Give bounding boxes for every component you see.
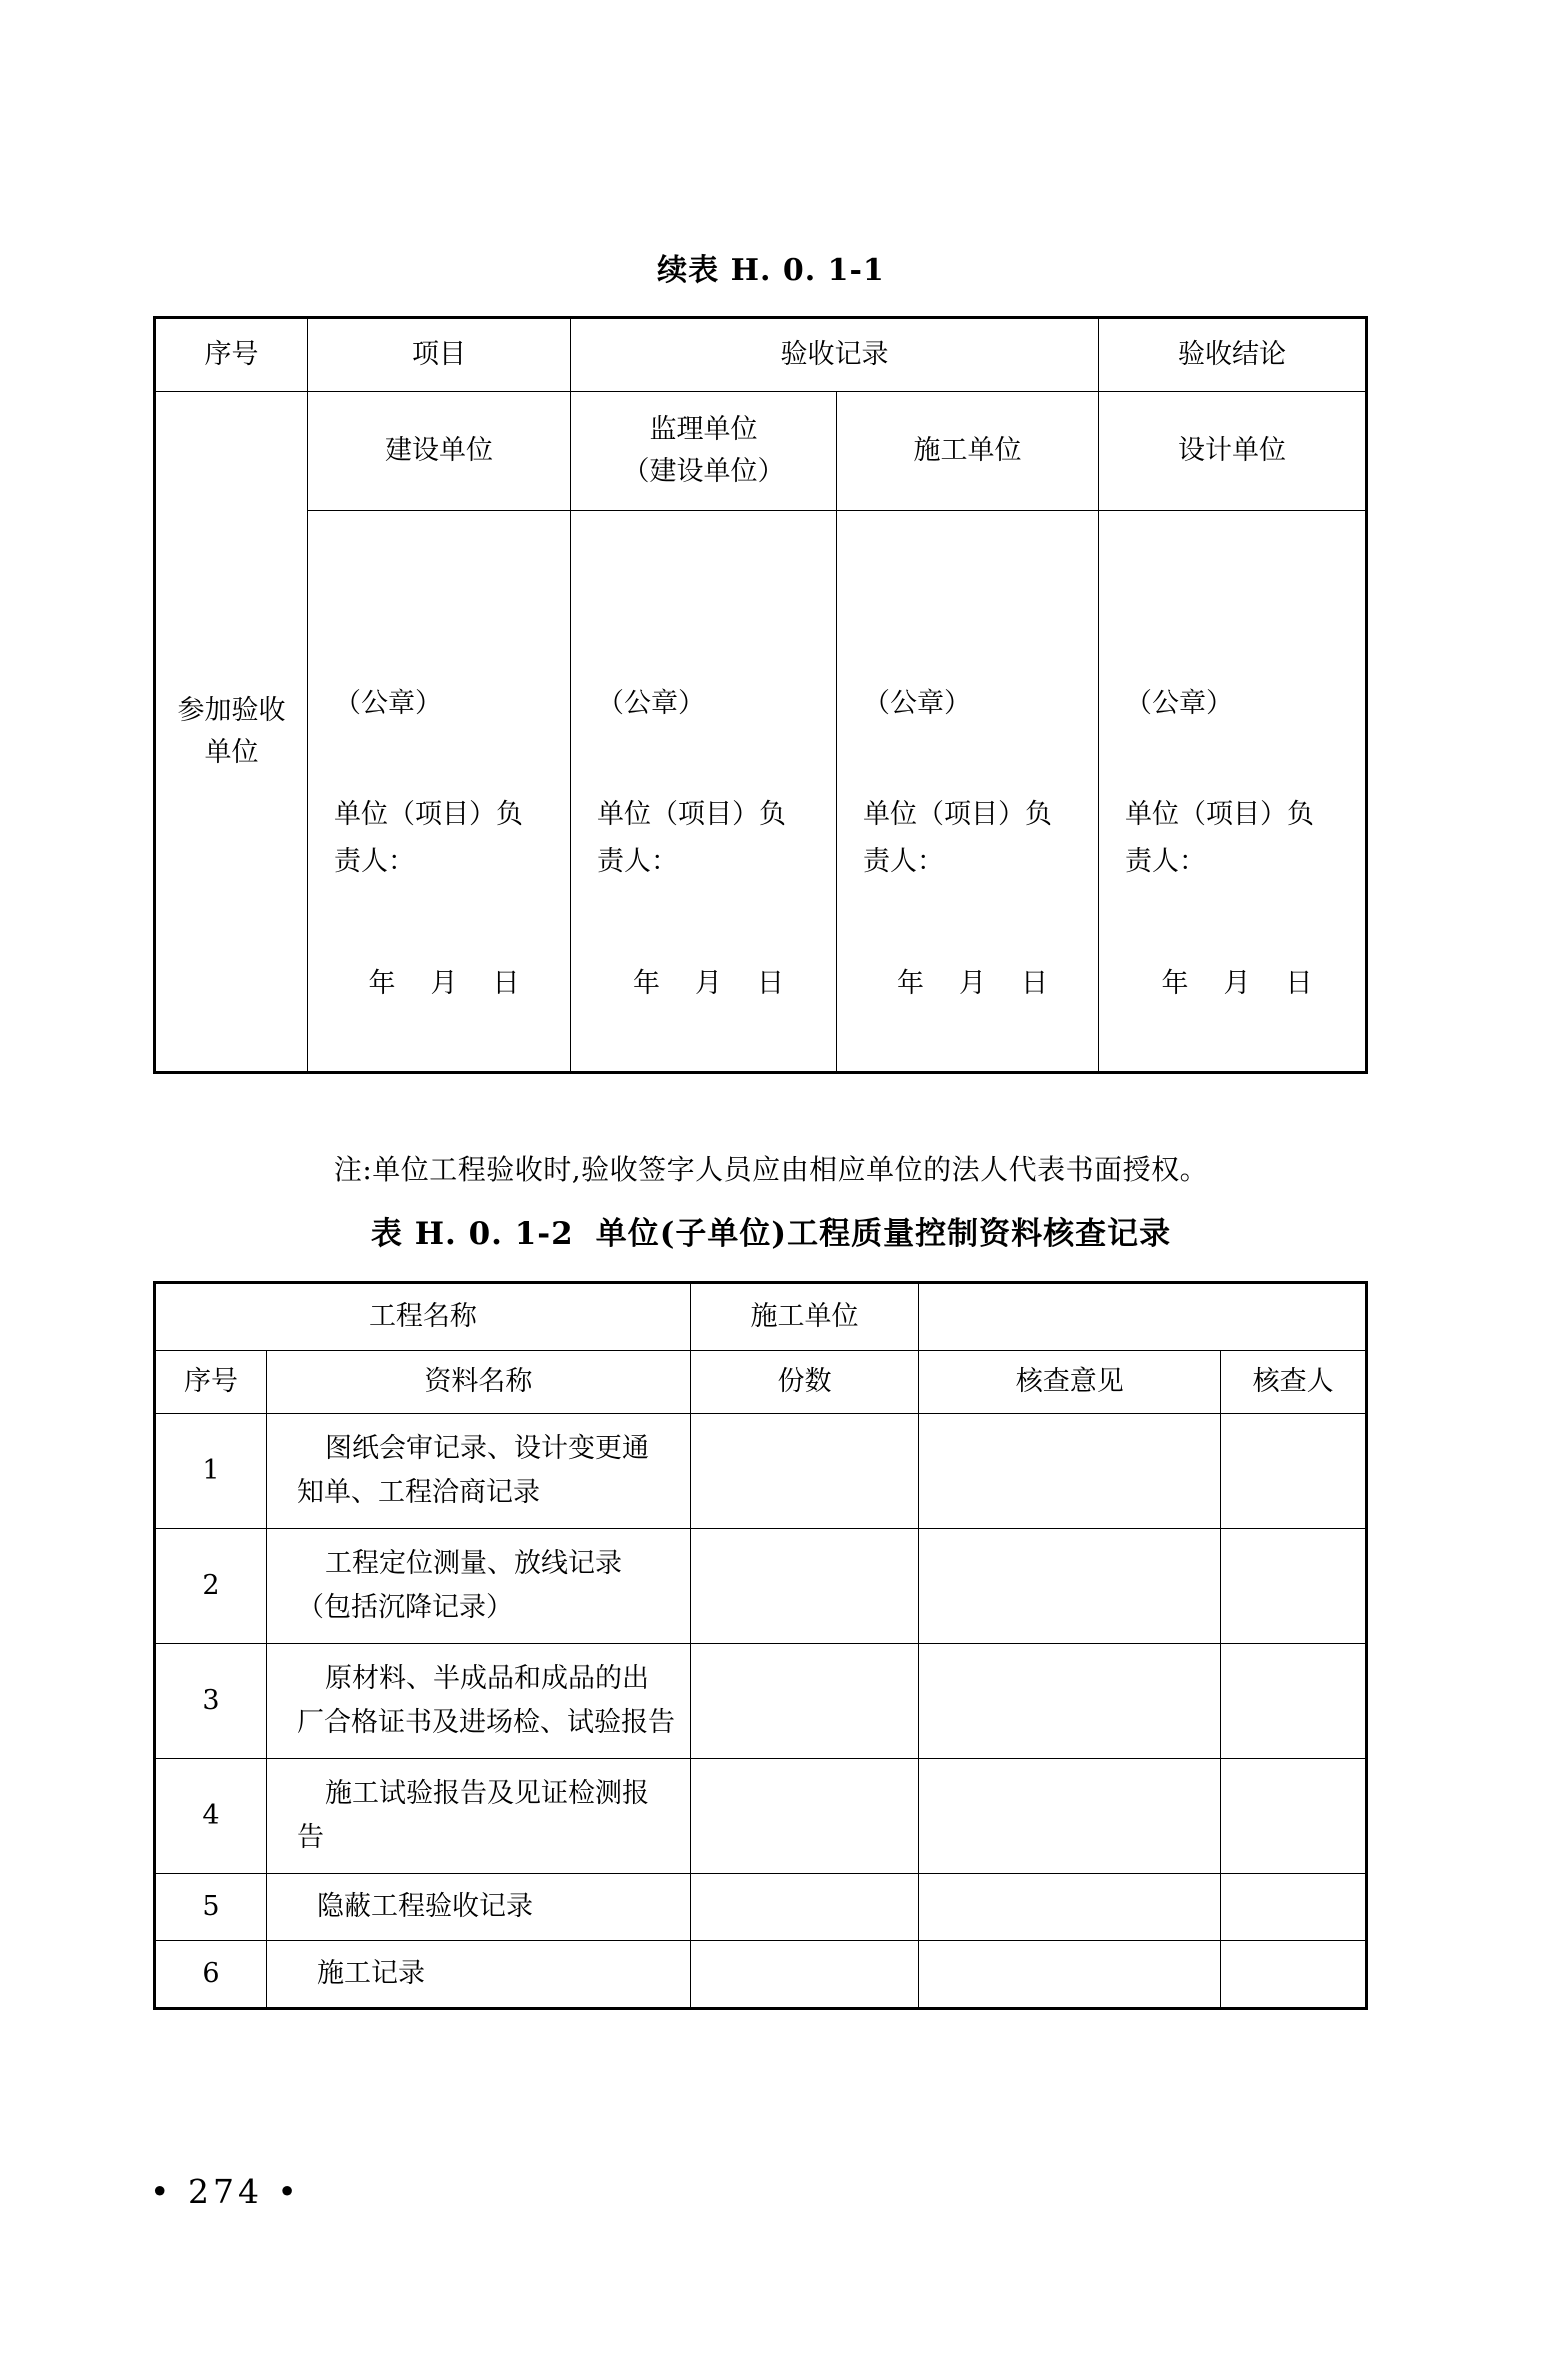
quality-control-data-table — [153, 1281, 1368, 2010]
header-acceptance-conclusion: 验收结论 — [1099, 318, 1367, 392]
cell-opinion[interactable] — [919, 1529, 1221, 1644]
responsible-person-label: 单位（项目）负 责人： — [863, 799, 1052, 878]
date-day-label: 日 — [1021, 968, 1050, 999]
signature-cell-construction-owner[interactable] — [308, 511, 571, 1073]
seal-label: （公章） — [863, 688, 971, 719]
date-fields — [1125, 963, 1351, 1005]
unit-header-designer — [1099, 392, 1367, 511]
cell-checker[interactable] — [1221, 1759, 1367, 1874]
cell-opinion[interactable] — [919, 1759, 1221, 1874]
unit-header-line1: 施工单位 — [913, 435, 1022, 467]
cell-seq: 4 — [155, 1759, 267, 1874]
column-header-seq: 序号 — [155, 1351, 267, 1414]
date-year-label: 年 — [897, 968, 926, 999]
cell-material-name: 图纸会审记录、设计变更通知单、工程洽商记录 — [266, 1414, 690, 1529]
cell-seq: 2 — [155, 1529, 267, 1644]
table-row — [155, 1414, 1367, 1529]
column-header-checker: 核查人 — [1221, 1351, 1367, 1414]
cell-seq: 1 — [155, 1414, 267, 1529]
construction-unit-value[interactable] — [919, 1283, 1367, 1351]
unit-header-supervision — [571, 392, 837, 511]
date-day-label: 日 — [1285, 968, 1315, 999]
row-label-line2: 单位 — [204, 736, 259, 768]
column-header-material-name: 资料名称 — [266, 1351, 690, 1414]
cell-checker[interactable] — [1221, 1529, 1367, 1644]
date-year-label: 年 — [1161, 968, 1191, 999]
column-header-row — [155, 1351, 1367, 1414]
date-month-label: 月 — [959, 968, 988, 999]
cell-material-name: 工程定位测量、放线记录（包括沉降记录） — [266, 1529, 690, 1644]
table-row — [155, 1941, 1367, 2009]
page-number: • 274 • — [150, 2172, 301, 2211]
header-seq: 序号 — [155, 318, 308, 392]
signature-row — [155, 511, 1367, 1073]
quality-table-title-text: 单位(子单位)工程质量控制资料核查记录 — [595, 1216, 1172, 1252]
acceptance-record-table — [153, 316, 1368, 1074]
project-info-row — [155, 1283, 1367, 1351]
responsible-person-label: 单位（项目）负 责人： — [597, 799, 786, 878]
cell-checker[interactable] — [1221, 1874, 1367, 1941]
seal-label: （公章） — [1125, 688, 1233, 719]
date-month-label: 月 — [695, 968, 724, 999]
seal-label: （公章） — [334, 688, 442, 719]
cell-copies[interactable] — [690, 1644, 918, 1759]
date-year-label: 年 — [633, 968, 662, 999]
seal-label: （公章） — [597, 688, 705, 719]
continued-table-title: 续表 H. 0. 1-1 — [657, 253, 885, 288]
table-row — [155, 1529, 1367, 1644]
date-fields — [863, 963, 1084, 1005]
cell-material-name: 隐蔽工程验收记录 — [266, 1874, 690, 1941]
date-fields — [597, 963, 822, 1005]
unit-header-line1: 设计单位 — [1178, 435, 1286, 467]
date-fields — [334, 963, 556, 1005]
column-header-copies: 份数 — [690, 1351, 918, 1414]
header-acceptance-record: 验收记录 — [571, 318, 1099, 392]
table-row — [155, 1874, 1367, 1941]
cell-copies[interactable] — [690, 1414, 918, 1529]
project-name-label: 工程名称 — [155, 1283, 691, 1351]
cell-copies[interactable] — [690, 1941, 918, 2009]
date-month-label: 月 — [430, 968, 460, 999]
quality-table-title-number: 表 H. 0. 1-2 — [370, 1216, 574, 1252]
cell-opinion[interactable] — [919, 1874, 1221, 1941]
cell-checker[interactable] — [1221, 1941, 1367, 2009]
header-item: 项目 — [308, 318, 571, 392]
date-day-label: 日 — [492, 968, 522, 999]
construction-unit-label: 施工单位 — [690, 1283, 918, 1351]
date-year-label: 年 — [368, 968, 398, 999]
table-header-row — [155, 318, 1367, 392]
cell-copies[interactable] — [690, 1759, 918, 1874]
cell-seq: 3 — [155, 1644, 267, 1759]
cell-opinion[interactable] — [919, 1644, 1221, 1759]
unit-header-contractor — [837, 392, 1099, 511]
table-row — [155, 1644, 1367, 1759]
cell-material-name: 施工试验报告及见证检测报告 — [266, 1759, 690, 1874]
cell-opinion[interactable] — [919, 1941, 1221, 2009]
cell-checker[interactable] — [1221, 1644, 1367, 1759]
signature-cell-designer[interactable] — [1099, 511, 1367, 1073]
row-label-participating-units — [155, 392, 308, 1073]
cell-copies[interactable] — [690, 1529, 918, 1644]
responsible-person-label: 单位（项目）负 责人： — [1125, 799, 1314, 878]
cell-seq: 5 — [155, 1874, 267, 1941]
unit-header-construction-owner — [308, 392, 571, 511]
cell-seq: 6 — [155, 1941, 267, 2009]
signature-cell-supervision[interactable] — [571, 511, 837, 1073]
cell-material-name: 原材料、半成品和成品的出厂合格证书及进场检、试验报告 — [266, 1644, 690, 1759]
table-note: 注:单位工程验收时,验收签字人员应由相应单位的法人代表书面授权。 — [333, 1153, 1209, 1186]
cell-opinion[interactable] — [919, 1414, 1221, 1529]
date-month-label: 月 — [1223, 968, 1253, 999]
unit-header-line2: （建设单位） — [622, 456, 785, 487]
table-subheader-row — [155, 392, 1367, 511]
unit-header-line1: 监理单位 — [649, 414, 758, 446]
row-label-line1: 参加验收 — [177, 694, 286, 726]
table-row — [155, 1759, 1367, 1874]
cell-checker[interactable] — [1221, 1414, 1367, 1529]
unit-header-line1: 建设单位 — [385, 435, 493, 467]
responsible-person-label: 单位（项目）负 责人： — [334, 799, 523, 878]
cell-copies[interactable] — [690, 1874, 918, 1941]
quality-table-title — [0, 1208, 1542, 1253]
column-header-opinion: 核查意见 — [919, 1351, 1221, 1414]
date-day-label: 日 — [757, 968, 786, 999]
cell-material-name: 施工记录 — [266, 1941, 690, 2009]
signature-cell-contractor[interactable] — [837, 511, 1099, 1073]
